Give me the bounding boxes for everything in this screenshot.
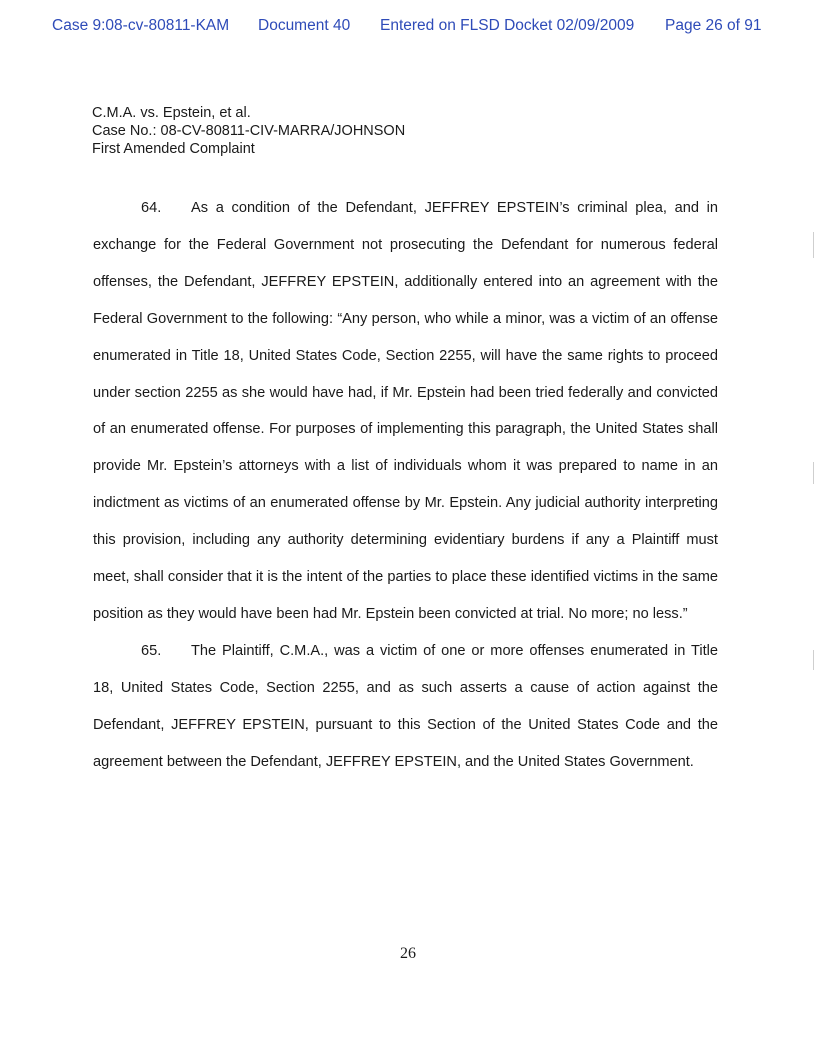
paragraph-number: 64. <box>141 200 162 216</box>
paragraph-text: The Plaintiff, C.M.A., was a victim of one or more offenses enumerated in Title 18, United States Code, Section 2255, and as such asserts a cause of action against the Defendant, JEFFREY EPSTEIN, pursuant to this Section of the United States Code and the agreement between the Defendant, JEFFREY EPSTEIN, and the United States Government. <box>93 642 718 770</box>
page-number: 26 <box>400 945 416 962</box>
docket-case-number: Case 9:08-cv-80811-KAM <box>52 17 230 34</box>
paragraph-65 <box>93 633 718 781</box>
docket-entered-date: Entered on FLSD Docket 02/09/2009 <box>380 17 635 34</box>
docket-header <box>52 17 776 39</box>
paragraph-number: 65. <box>141 642 162 659</box>
case-caption <box>92 104 405 158</box>
scan-artifact <box>813 650 814 670</box>
paragraph-text: As a condition of the Defendant, JEFFREY EPSTEIN’s criminal plea, and in exchange for the Federal Government not prosecuting the Defendant for numerous federal offenses, the Defendant, JEFFREY EPSTEIN, additionally entered into an agreement with the Federal Government to the following: “Any person, who while a minor, was a victim of an offense enumerated in Title 18, United States Code, Section 2255, will have the same rights to proceed under section 2255 as she would have had, if Mr. Epstein had been tried federally and convicted of an enumerated offense. For purposes of implementing this paragraph, the United States shall provide Mr. Epstein’s attorneys with a list of individuals whom it was prepared to name in an indictment as victims of an enumerated offense by Mr. Epstein. Any judicial authority interpreting this provision, including any authority determining evidentiary burdens if any a Plaintiff must meet, shall consider that it is the intent of the parties to place these identified victims in the same position as they would have been had Mr. Epstein been convicted at trial. No more; no less.” <box>93 200 718 622</box>
caption-case-number: Case No.: 08-CV-80811-CIV-MARRA/JOHNSON <box>92 123 406 139</box>
complaint-body <box>93 190 718 781</box>
scan-artifact <box>813 462 814 484</box>
docket-document-number: Document 40 <box>258 17 351 34</box>
docket-page-count: Page 26 of 91 <box>665 17 762 34</box>
scan-artifact <box>813 232 814 258</box>
caption-parties: C.M.A. vs. Epstein, et al. <box>92 105 251 121</box>
paragraph-64 <box>93 190 718 633</box>
caption-document-title: First Amended Complaint <box>92 141 255 157</box>
